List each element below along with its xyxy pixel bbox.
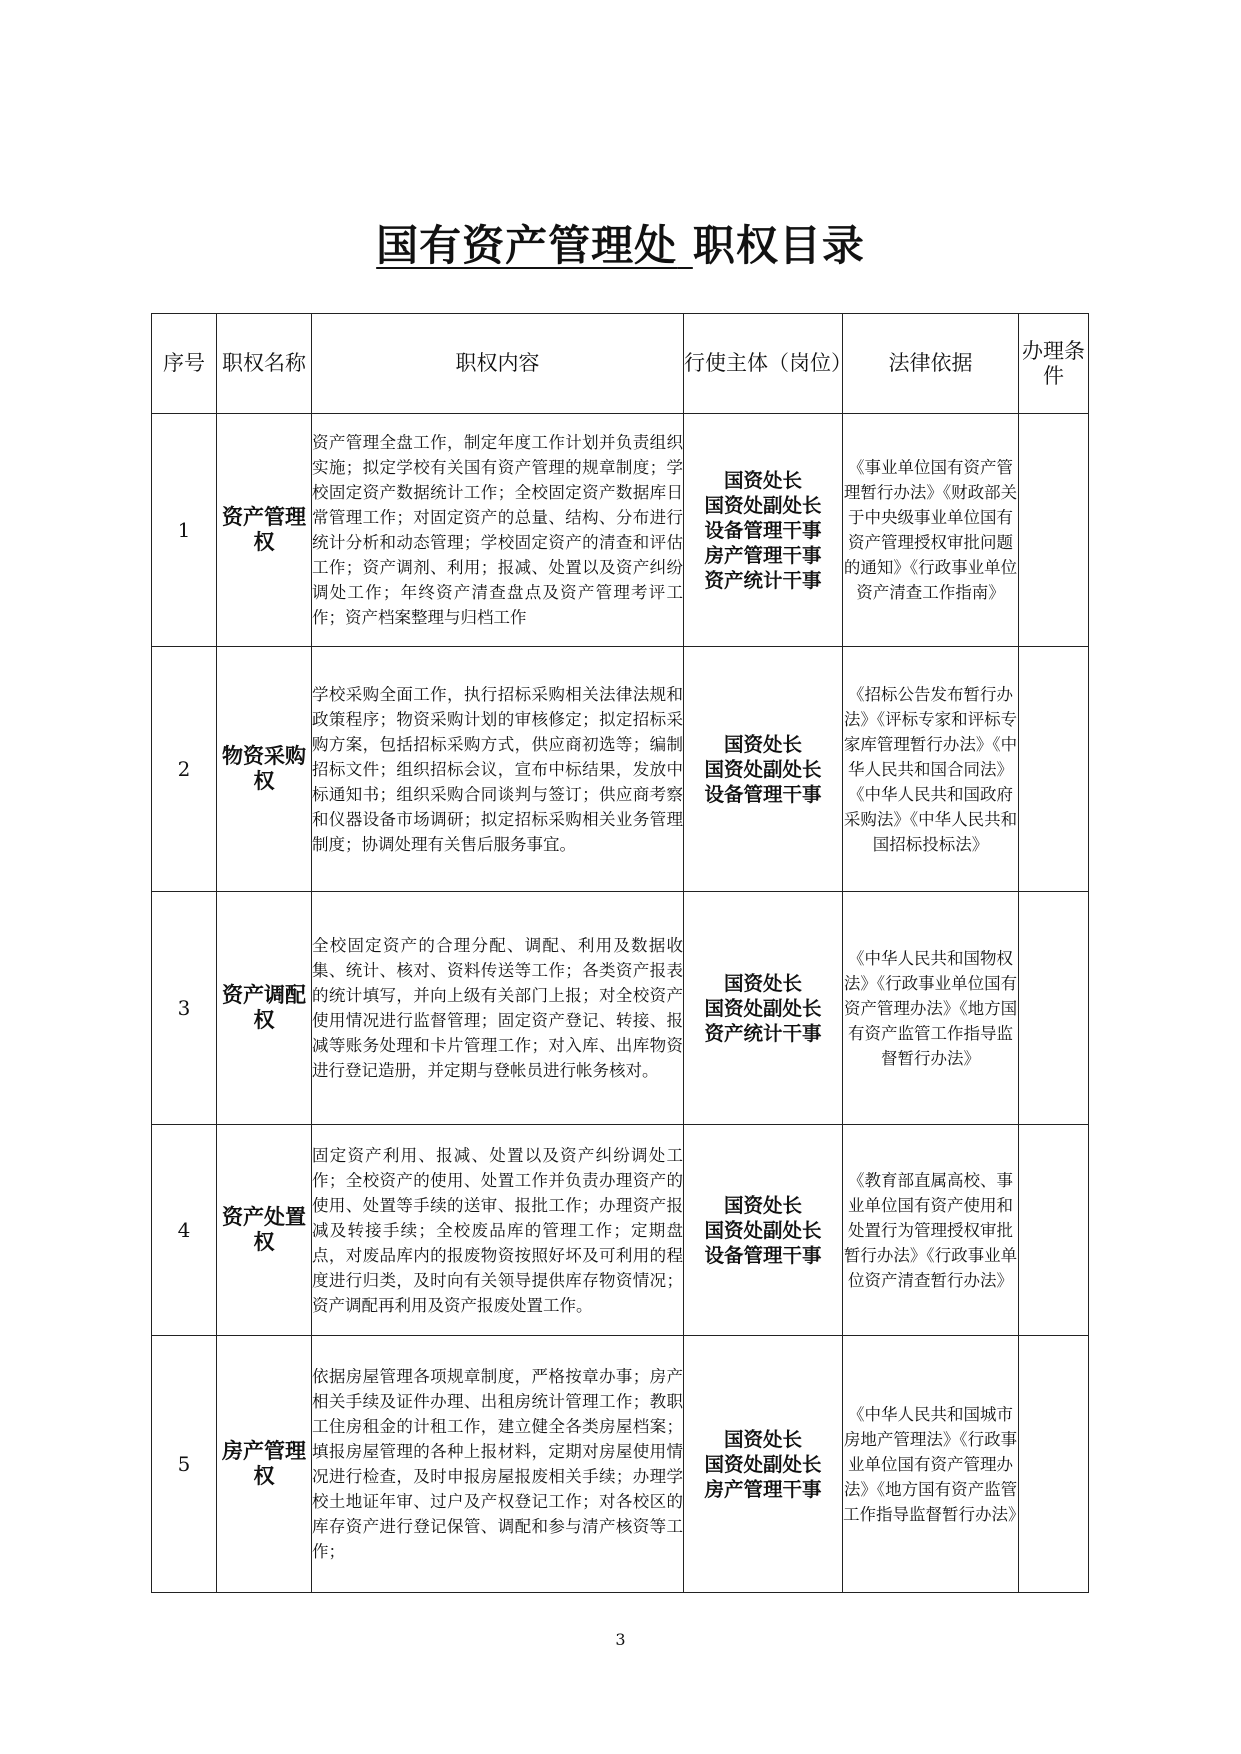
- row-subject: [684, 647, 843, 892]
- authority-catalog-table: [151, 313, 1089, 1593]
- row-no: 1: [152, 414, 217, 647]
- subject-line: 房产管理干事: [704, 543, 822, 567]
- row-name: 资产处置权: [217, 1125, 312, 1336]
- row-conditions: [1019, 414, 1089, 647]
- subject-line: 国资处副处长: [704, 1452, 822, 1476]
- subject-line: 资产统计干事: [704, 568, 822, 592]
- table-row: [152, 892, 1089, 1125]
- subject-line: 国资处长: [723, 732, 802, 756]
- header-law: 法律依据: [843, 314, 1019, 414]
- row-no: 4: [152, 1125, 217, 1336]
- subject-line: 国资处副处长: [704, 996, 822, 1020]
- row-subject: [684, 414, 843, 647]
- subject-line: 房产管理干事: [704, 1477, 822, 1501]
- row-content: 依据房屋管理各项规章制度，严格按章办事；房产相关手续及证件办理、出租房统计管理工作；教职工住房租金的计租工作，建立健全各类房屋档案；填报房屋管理的各种上报材料，定期对房屋使用情况进行检查，及时申报房屋报废相关手续；办理学校土地证年审、过户及产权登记工作；对各校区的库存资产进行登记保管、调配和参与清产核资等工作；: [312, 1336, 684, 1593]
- row-law: 《招标公告发布暂行办法》《评标专家和评标专家库管理暂行办法》《中华人民共和国合同法》《中华人民共和国政府采购法》《中华人民共和国招标投标法》: [843, 647, 1019, 892]
- table-header-row: [152, 314, 1089, 414]
- row-content: 学校采购全面工作，执行招标采购相关法律法规和政策程序；物资采购计划的审核修定；拟定招标采购方案，包括招标采购方式，供应商初选等；编制招标文件；组织招标会议，宣布中标结果，发放中标通知书；组织采购合同谈判与签订；供应商考察和仪器设备市场调研；拟定招标采购相关业务管理制度；协调处理有关售后服务事宜。: [312, 647, 684, 892]
- row-law: 《事业单位国有资产管理暂行办法》《财政部关于中央级事业单位国有资产管理授权审批问题的通知》《行政事业单位资产清查工作指南》: [843, 414, 1019, 647]
- row-no: 5: [152, 1336, 217, 1593]
- header-content: 职权内容: [312, 314, 684, 414]
- row-conditions: [1019, 647, 1089, 892]
- row-content: 固定资产利用、报减、处置以及资产纠纷调处工作；全校资产的使用、处置工作并负责办理资产的使用、处置等手续的送审、报批工作；办理资产报减及转接手续；全校废品库的管理工作；定期盘点，对废品库内的报废物资按照好坏及可利用的程度进行归类，及时向有关领导提供库存物资情况；资产调配再利用及资产报废处置工作。: [312, 1125, 684, 1336]
- header-subject: 行使主体（岗位）: [684, 314, 843, 414]
- title-catalog: 职权目录: [692, 221, 865, 270]
- subject-line: 设备管理干事: [704, 1243, 822, 1267]
- row-conditions: [1019, 892, 1089, 1125]
- row-no: 2: [152, 647, 217, 892]
- row-name: 物资采购权: [217, 647, 312, 892]
- table-row: [152, 1336, 1089, 1593]
- row-subject: [684, 1336, 843, 1593]
- table-row: [152, 647, 1089, 892]
- subject-line: 国资处副处长: [704, 493, 822, 517]
- row-law: 《中华人民共和国城市房地产管理法》《行政事业单位国有资产管理办法》《地方国有资产监管工作指导监督暂行办法》: [843, 1336, 1019, 1593]
- subject-line: 国资处副处长: [704, 757, 822, 781]
- row-name: 房产管理权: [217, 1336, 312, 1593]
- row-subject: [684, 1125, 843, 1336]
- subject-line: 国资处长: [723, 468, 802, 492]
- subject-line: 设备管理干事: [704, 518, 822, 542]
- page-number: 3: [615, 1630, 626, 1649]
- title-gap: [677, 221, 693, 270]
- subject-line: 国资处长: [723, 1427, 802, 1451]
- subject-line: 设备管理干事: [704, 782, 822, 806]
- header-conditions: 办理条件: [1019, 314, 1089, 414]
- header-no: 序号: [152, 314, 217, 414]
- row-name: 资产管理权: [217, 414, 312, 647]
- table-row: [152, 1125, 1089, 1336]
- header-name: 职权名称: [217, 314, 312, 414]
- subject-line: 资产统计干事: [704, 1021, 822, 1045]
- row-name: 资产调配权: [217, 892, 312, 1125]
- row-content: 资产管理全盘工作，制定年度工作计划并负责组织实施；拟定学校有关国有资产管理的规章制度；学校固定资产数据统计工作；全校固定资产数据库日常管理工作；对固定资产的总量、结构、分布进行统计分析和动态管理；学校固定资产的清查和评估工作；资产调剂、利用；报减、处置以及资产纠纷调处工作；年终资产清查盘点及资产管理考评工作；资产档案整理与归档工作: [312, 414, 684, 647]
- row-conditions: [1019, 1336, 1089, 1593]
- table-row: [152, 414, 1089, 647]
- row-law: 《中华人民共和国物权法》《行政事业单位国有资产管理办法》《地方国有资产监管工作指导监督暂行办法》: [843, 892, 1019, 1125]
- row-content: 全校固定资产的合理分配、调配、利用及数据收集、统计、核对、资料传送等工作；各类资产报表的统计填写，并向上级有关部门上报；对全校资产使用情况进行监督管理；固定资产登记、转接、报减等账务处理和卡片管理工作；对入库、出库物资进行登记造册，并定期与登帐员进行帐务核对。: [312, 892, 684, 1125]
- row-subject: [684, 892, 843, 1125]
- row-law: 《教育部直属高校、事业单位国有资产使用和处置行为管理授权审批暂行办法》《行政事业单位资产清查暂行办法》: [843, 1125, 1019, 1336]
- subject-line: 国资处副处长: [704, 1218, 822, 1242]
- subject-line: 国资处长: [723, 971, 802, 995]
- subject-line: 国资处长: [723, 1193, 802, 1217]
- row-conditions: [1019, 1125, 1089, 1336]
- title-department: 国有资产管理处: [376, 221, 678, 270]
- page-title: [0, 218, 1241, 274]
- row-no: 3: [152, 892, 217, 1125]
